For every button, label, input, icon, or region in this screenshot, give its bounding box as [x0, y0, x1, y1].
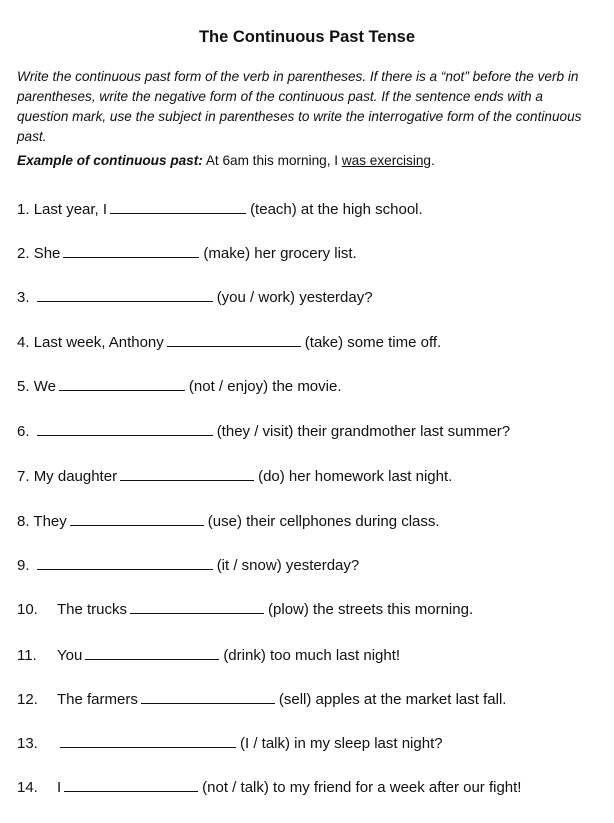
answer-blank[interactable] [64, 777, 198, 792]
answer-blank[interactable] [85, 645, 219, 660]
question-10 [17, 599, 473, 620]
answer-blank[interactable] [37, 555, 213, 570]
question-after: (not / enjoy) the movie. [188, 378, 342, 395]
question-before: The farmers [57, 691, 138, 708]
question-before: They [33, 513, 67, 530]
example-label: Example of continuous past: [17, 153, 203, 168]
question-number: 2. [17, 245, 30, 262]
question-after: (do) her homework last night. [258, 468, 453, 485]
answer-blank[interactable] [130, 599, 264, 614]
question-9 [17, 555, 359, 576]
question-12 [17, 689, 506, 710]
question-after: (it / snow) yesterday? [216, 557, 360, 574]
question-number: 5. [17, 378, 30, 395]
question-number: 1. [17, 201, 30, 218]
question-before: You [57, 647, 83, 664]
question-4 [17, 332, 441, 353]
question-before: The trucks [57, 601, 128, 618]
example-text: At 6am this morning, I [205, 153, 339, 168]
question-number: 8. [17, 513, 30, 530]
question-before: Last week, Anthony [33, 334, 164, 351]
answer-blank[interactable] [63, 243, 199, 258]
question-2 [17, 243, 357, 264]
question-13 [17, 733, 443, 754]
question-number: 13. [17, 735, 38, 752]
answer-blank[interactable] [59, 376, 185, 391]
question-8 [17, 511, 440, 532]
instructions: Write the continuous past form of the verb in parentheses. If there is a “not” before the verb in parentheses, write the negative form of the continuous past. If the sentence ends with a question mark, use the subject in parentheses to write the interrogative form of the continuous past. [17, 69, 582, 144]
question-5 [17, 376, 342, 397]
answer-blank[interactable] [110, 199, 246, 214]
answer-blank[interactable] [37, 421, 213, 436]
question-14 [17, 777, 521, 798]
question-number: 7. [17, 468, 30, 485]
question-number: 6. [17, 423, 30, 440]
answer-blank[interactable] [120, 466, 254, 481]
question-number: 4. [17, 334, 30, 351]
question-number: 14. [17, 779, 38, 796]
question-after: (drink) too much last night! [223, 647, 401, 664]
question-before: Last year, I [33, 201, 108, 218]
answer-blank[interactable] [37, 287, 213, 302]
question-number: 12. [17, 691, 38, 708]
question-after: (make) her grocery list. [203, 245, 357, 262]
question-after: (use) their cellphones during class. [207, 513, 440, 530]
question-after: (I / talk) in my sleep last night? [240, 735, 443, 752]
question-11 [17, 645, 400, 666]
question-before: We [33, 378, 56, 395]
question-after: (take) some time off. [304, 334, 442, 351]
question-1 [17, 199, 423, 220]
question-before: My daughter [33, 468, 118, 485]
question-number: 3. [17, 289, 30, 306]
example-end: . [431, 153, 435, 168]
answer-blank[interactable] [70, 511, 204, 526]
question-3 [17, 287, 373, 308]
question-number: 11. [17, 647, 37, 664]
answer-blank[interactable] [141, 689, 275, 704]
question-number: 10. [17, 601, 38, 618]
example-answer: was exercising [341, 153, 431, 168]
question-before: I [57, 779, 62, 796]
question-after: (you / work) yesterday? [216, 289, 373, 306]
question-6 [17, 421, 510, 442]
question-after: (not / talk) to my friend for a week after our fight! [202, 779, 522, 796]
answer-blank[interactable] [167, 332, 301, 347]
question-after: (teach) at the high school. [250, 201, 423, 218]
question-after: (plow) the streets this morning. [268, 601, 474, 618]
question-7 [17, 466, 452, 487]
worksheet-title: The Continuous Past Tense [198, 28, 416, 46]
question-number: 9. [17, 557, 30, 574]
answer-blank[interactable] [60, 733, 236, 748]
question-after: (they / visit) their grandmother last summer? [216, 423, 511, 440]
question-after: (sell) apples at the market last fall. [278, 691, 507, 708]
example-line [17, 153, 597, 168]
question-before: She [33, 245, 61, 262]
